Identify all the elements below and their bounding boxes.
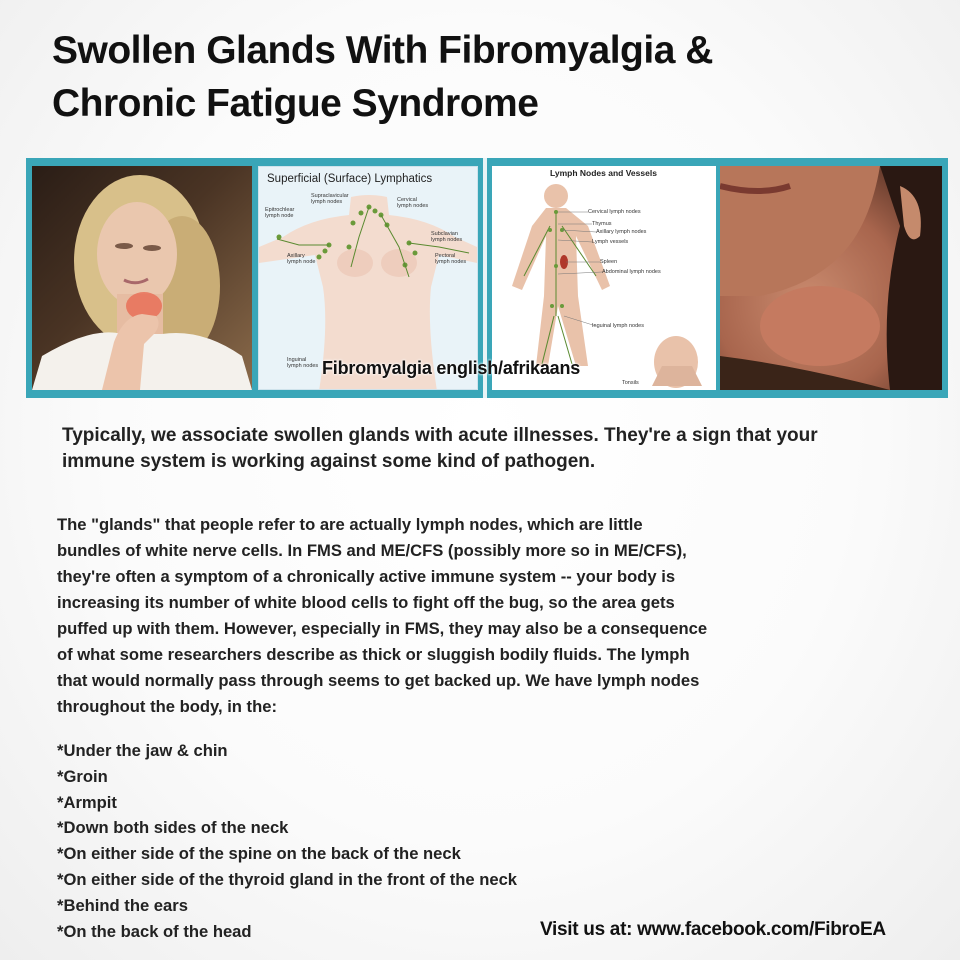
woman-illustration <box>32 166 252 390</box>
body-line: puffed up with them. However, especially in FMS, they may also be a consequence <box>57 619 708 638</box>
label-pectoral: Pectoral lymph nodes <box>435 253 467 265</box>
label-spleen: Spleen <box>600 259 618 265</box>
page-title <box>52 24 932 130</box>
footer-link-text: Visit us at: www.facebook.com/FibroEA <box>540 919 886 940</box>
label-abdominal-nodes: Abdominal lymph nodes <box>602 269 661 275</box>
woman-touching-neck-photo <box>32 166 252 390</box>
label-axillary-nodes: Axillary lymph nodes <box>596 229 647 235</box>
list-item: *On the back of the head <box>57 921 252 941</box>
title-line-2: Chronic Fatigue Syndrome <box>52 82 539 125</box>
intro-line: immune system is working against some kind of pathogen. <box>62 451 596 472</box>
body-line: bundles of white nerve cells. In FMS and ME/CFS (possibly more so in ME/CFS), <box>57 541 687 560</box>
list-item: *On either side of the thyroid gland in the front of the neck <box>57 869 518 889</box>
list-item: *Under the jaw & chin <box>57 741 228 760</box>
list-item: *On either side of the spine on the back of the neck <box>57 844 461 864</box>
label-supraclavicular: Supraclavicular lymph nodes <box>311 193 349 205</box>
label-inguinal-nodes: Inguinal lymph nodes <box>592 323 644 329</box>
title-line-1: Swollen Glands With Fibromyalgia & <box>52 29 713 72</box>
lymph-nodes-vessels-diagram <box>492 166 716 390</box>
superficial-lymphatics-diagram <box>258 166 478 390</box>
neck-illustration <box>720 166 942 390</box>
list-item: *Down both sides of the neck <box>57 818 289 838</box>
label-cervical: Cervical lymph nodes <box>397 197 429 209</box>
body-illustration <box>492 166 716 390</box>
label-cervical-nodes: Cervical lymph nodes <box>588 209 641 215</box>
diagram-caption: Lymph Nodes and Vessels <box>550 168 657 178</box>
body-line: that would normally pass through seems to get backed up. We have lymph nodes <box>57 671 700 690</box>
intro-line: Typically, we associate swollen glands with acute illnesses. They're a sign that your <box>62 425 818 446</box>
label-subclavian: Subclavian lymph nodes <box>431 231 463 243</box>
label-tonsils: Tonsils <box>622 380 639 386</box>
body-line: increasing its number of white blood cells to fight off the bug, so the area gets <box>57 593 675 612</box>
body-line: of what some researchers describe as thick or sluggish bodily fluids. The lymph <box>57 645 690 664</box>
intro-paragraph <box>62 423 922 475</box>
list-item: *Behind the ears <box>57 895 188 915</box>
image-banner <box>26 158 948 398</box>
list-item: *Armpit <box>57 792 117 812</box>
body-line: The "glands" that people refer to are actually lymph nodes, which are little <box>57 515 643 534</box>
body-line: they're often a symptom of a chronically active immune system -- your body is <box>57 567 676 586</box>
body-line: throughout the body, in the: <box>57 697 277 716</box>
watermark: Fibromyalgia english/afrikaans <box>322 358 581 378</box>
list-item: *Groin <box>57 766 108 786</box>
body-paragraph <box>57 512 817 720</box>
label-axillary: Axillary lymph node <box>287 253 316 265</box>
swollen-neck-photo <box>720 166 942 390</box>
diagram-caption: Superficial (Surface) Lymphatics <box>267 173 433 185</box>
label-thymus: Thymus <box>592 221 612 227</box>
label-lymph-vessels: Lymph vessels <box>592 239 629 245</box>
label-inguinal: Inguinal lymph nodes <box>287 357 319 369</box>
label-epitrochlear: Epitrochlear lymph node <box>265 207 295 219</box>
lymph-node-locations-list <box>57 738 617 944</box>
